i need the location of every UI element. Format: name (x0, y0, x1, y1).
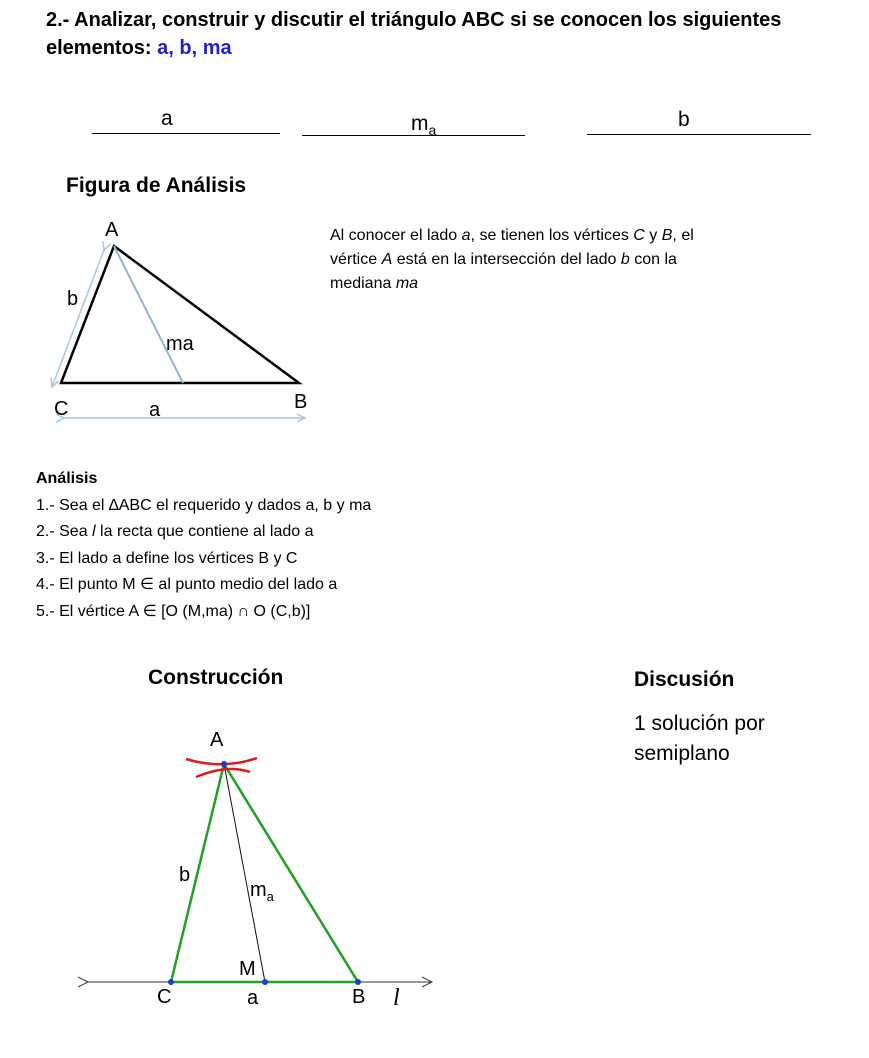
analysis-description: Al conocer el lado a, se tienen los vértices C y B, el vértice A está en la intersección del lado b con la mediana ma (330, 227, 694, 292)
analysis-label-a: a (149, 399, 161, 421)
construction-triangle (171, 764, 358, 982)
analysis-vertex-c: C (54, 398, 69, 420)
analysis-step-3: 3.- El lado a define los vértices B y C (36, 549, 298, 567)
point-c (168, 979, 174, 985)
analysis-triangle (61, 246, 299, 383)
analysis-label-ma: ma (166, 333, 194, 355)
analysis-step-4: 4.- El punto M ∈ al punto medio del lado a (36, 576, 338, 593)
construction-vertex-c: C (157, 986, 172, 1008)
analysis-heading: Análisis (36, 470, 98, 487)
analysis-figure-heading: Figura de Análisis (66, 174, 247, 197)
construction-vertex-b: B (352, 986, 366, 1008)
analysis-median-line (114, 246, 183, 383)
problem-text: 2.- Analizar, construir y discutir el triángulo ABC si se conocen los siguientes elementos: (46, 9, 782, 59)
construction-point-m: M (239, 958, 256, 980)
discussion-text: 1 solución por semiplano (634, 712, 765, 765)
construction-label-b: b (179, 864, 191, 886)
construction-heading: Construcción (148, 666, 284, 689)
point-b (355, 979, 361, 985)
construction-vertex-a: A (210, 729, 224, 751)
analysis-step-1: 1.- Sea el ∆ABC el requerido y dados a, b y ma (36, 496, 372, 514)
segment-b-label: b (678, 108, 690, 131)
point-a (221, 761, 227, 767)
discussion-heading: Discusión (634, 668, 735, 691)
analysis-vertex-b: B (294, 391, 308, 413)
analysis-vertex-a: A (105, 219, 119, 241)
segment-ma-sub: a (428, 122, 437, 139)
construction-label-ma: $m_a$ (250, 879, 274, 904)
point-m (262, 979, 268, 985)
segment-ma-main: m (411, 112, 429, 135)
analysis-step-2: 2.- Sea l la recta que contiene al lado a (36, 523, 314, 540)
construction-line-l-label: l (393, 985, 400, 1011)
segment-a-label: a (161, 107, 173, 130)
analysis-b-arrow (52, 250, 104, 387)
analysis-step-5: 5.- El vértice A ∈ [O (M,ma) ∩ O (C,b)] (36, 602, 311, 620)
analysis-steps (36, 466, 371, 625)
analysis-label-b: b (67, 288, 79, 310)
given-elements: a, b, ma (157, 37, 232, 59)
construction-label-a: a (247, 987, 259, 1009)
